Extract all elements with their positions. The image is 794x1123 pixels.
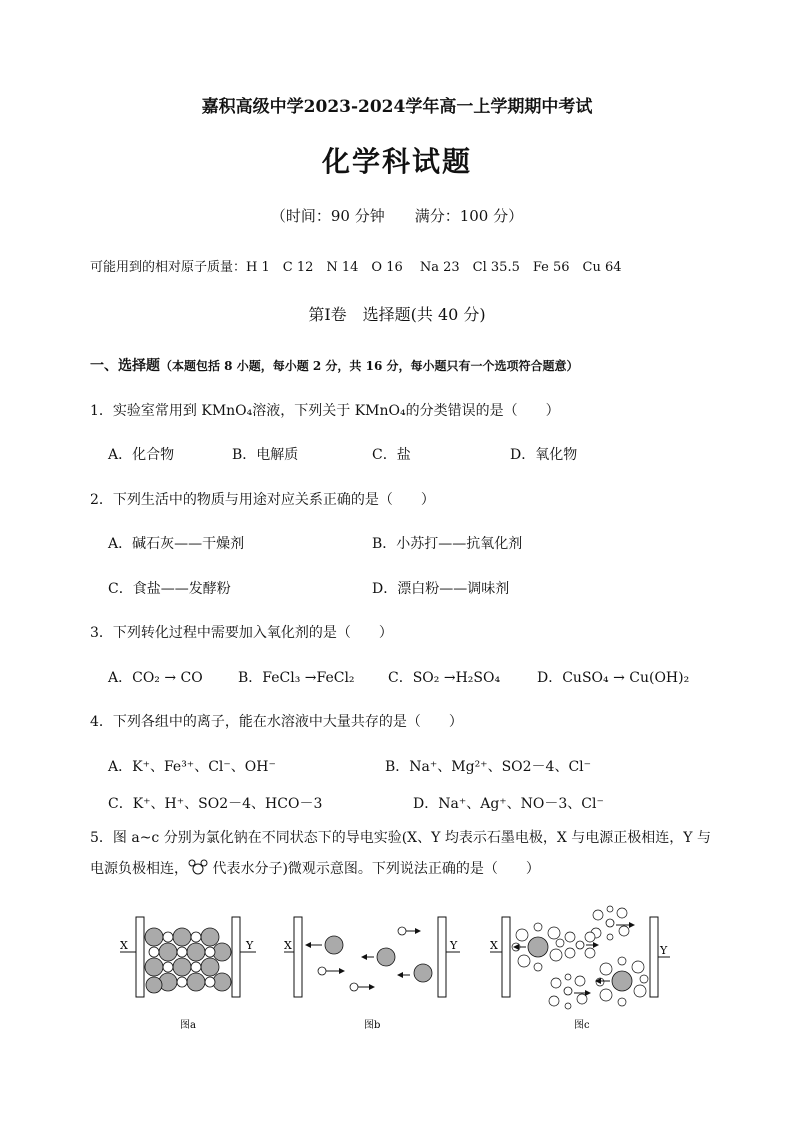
question-1-stem: 1．实验室常用到 KMnO₄溶液，下列关于 KMnO₄的分类错误的是（ ） [90,403,560,419]
question-2-option-a: A．碱石灰——干燥剂 [108,536,245,552]
school-exam-line: 嘉积高级中学2023-2024学年高一上学期期中考试 [201,97,593,117]
figure-a-electrode-x [136,917,144,997]
question-1-option-a: A．化合物 [108,447,175,463]
figure-a-electrode-y-label: Y [246,939,254,952]
section-header [90,355,578,375]
figure-c-label: 图c [574,1020,590,1031]
figure-b-electrode-y [438,917,446,997]
figure-c [490,906,670,1031]
question-1-option-c: C．盐 [372,447,411,463]
question-4-stem: 4．下列各组中的离子，能在水溶液中大量共存的是（ ） [90,714,463,730]
question-5-stem-line1: 5．图 a~c 分别为氯化钠在不同状态下的导电实验(X、Y 均表示石墨电极，X 与电源正极相连，Y 与 [90,830,711,846]
figure-c-electrode-x-label: X [490,939,498,952]
figure-a-electrode-y [232,917,240,997]
figure-a-electrode-x-label: X [120,939,128,952]
figure-b-electrode-x [294,917,302,997]
question-3-option-b: B．FeCl₃ →FeCl₂ [238,670,355,686]
question-2-stem: 2．下列生活中的物质与用途对应关系正确的是（ ） [90,492,435,508]
question-5-stem-line2-pre: 电源负极相连， [90,861,188,877]
figure-b-chloride-ions [325,936,432,982]
page-title: 化学科试题 [321,145,472,178]
question-2-option-b: B．小苏打——抗氧化剂 [372,536,523,552]
figure-c-hydrated-sodium-1 [591,906,634,940]
question-1-option-d: D．氧化物 [510,447,578,463]
question-2-option-c: C．食盐——发酵粉 [108,581,231,597]
question-3-option-a: A．CO₂ → CO [108,670,203,686]
figure-c-hydrated-chloride-1 [512,923,564,971]
question-4-option-d: D．Na⁺、Ag⁺、NO－3、Cl⁻ [413,796,604,812]
figure-b-electrode-x-label: X [284,939,292,952]
question-1-option-b: B．电解质 [232,447,299,463]
question-3-option-d: D．CuSO₄ → Cu(OH)₂ [537,670,690,686]
figure-b-label: 图b [364,1020,381,1031]
figure-a-label: 图a [180,1020,196,1031]
water-molecule-icon [188,859,208,875]
figure-b [284,917,460,1031]
atomic-masses: 可能用到的相对原子质量：H 1 C 12 N 14 O 16 Na 23 Cl 35.5 Fe 56 Cu 64 [90,260,622,275]
question-3-option-c: C．SO₂ →H₂SO₄ [388,670,501,686]
figure-b-electrode-y-label: Y [450,939,458,952]
question-5-stem-line2-post: 代表水分子)微观示意图。下列说法正确的是（ ） [208,861,540,877]
section-note: （本题包括 8 小题，每小题 2 分，共 16 分，每小题只有一个选项符合题意） [160,359,579,373]
figure-c-electrode-y [650,917,658,997]
question-3-stem: 3．下列转化过程中需要加入氧化剂的是（ ） [90,625,393,641]
question-4-option-c: C．K⁺、H⁺、SO2－4、HCO－3 [108,796,323,812]
figure-c-electrode-x [502,917,510,997]
figure-b-arrows [306,931,420,987]
figure-a [120,917,256,1031]
question-5-stem-line2 [90,858,540,878]
figure-c-electrode-y-label: Y [660,944,668,957]
figure-c-hydrated-chloride-2 [596,957,648,1006]
nacl-conduction-figures [110,905,710,1035]
figure-c-hydrated-sodium-2 [549,974,590,1009]
time-score-info: （时间：90 分钟 满分：100 分） [270,207,524,225]
section-label: 一、选择题 [90,358,160,374]
figure-a-ion-lattice [145,928,231,993]
question-4-option-a: A．K⁺、Fe³⁺、Cl⁻、OH⁻ [108,759,276,775]
part-title: 第Ⅰ卷 选择题(共 40 分) [308,305,486,324]
figure-c-hydrated-sodium-3 [565,932,598,958]
question-2-option-d: D．漂白粉——调味剂 [372,581,510,597]
question-4-option-b: B．Na⁺、Mg²⁺、SO2－4、Cl⁻ [385,759,592,775]
